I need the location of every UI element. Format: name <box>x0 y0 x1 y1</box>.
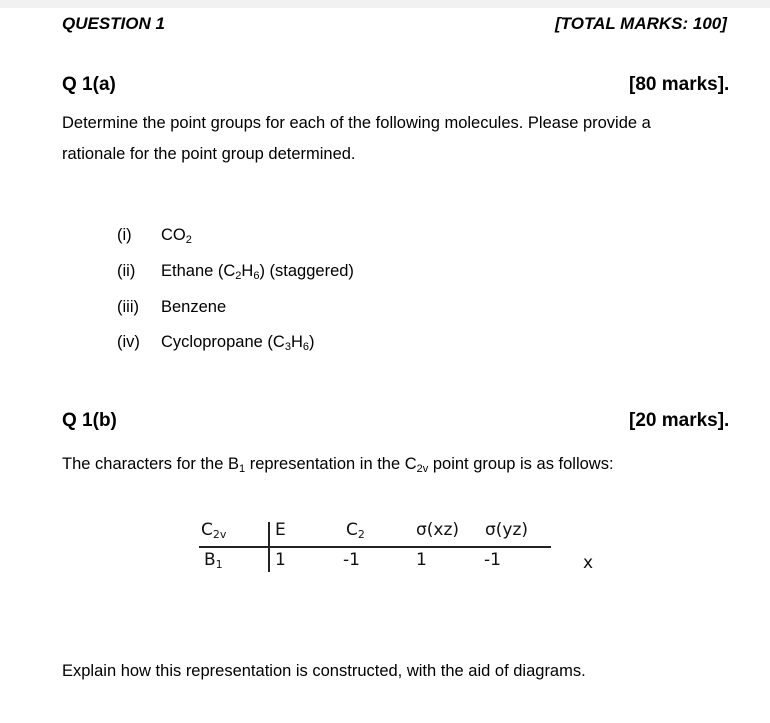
header-sigma-xz: σ(xz) <box>416 520 460 540</box>
list-item <box>117 226 192 245</box>
item-number: (iii) <box>117 298 139 316</box>
intro-text: representation in the C <box>245 455 417 473</box>
item-number: (ii) <box>117 262 136 280</box>
item-subscript: 6 <box>302 341 309 353</box>
cell-e: 1 <box>275 550 286 570</box>
item-text: CO <box>161 226 186 244</box>
b1-main: B <box>204 550 216 570</box>
table-vertical-rule <box>268 522 270 572</box>
intro-text: point group is as follows: <box>428 455 614 473</box>
total-marks: [TOTAL MARKS: 100] <box>555 14 727 33</box>
cell-sigma-xz: 1 <box>416 550 427 570</box>
closing-instruction: Explain how this representation is constructed, with the aid of diagrams. <box>62 662 586 680</box>
part-b-intro <box>62 455 614 474</box>
part-a-text-line2: rationale for the point group determined. <box>62 145 356 163</box>
group-sub: 2v <box>212 528 227 541</box>
b1-sub: 1 <box>215 558 223 571</box>
question-heading: QUESTION 1 <box>62 14 165 33</box>
part-b-label: Q 1(b) <box>62 410 117 431</box>
top-strip <box>0 0 770 8</box>
point-group-label <box>201 520 226 540</box>
list-item <box>117 298 226 317</box>
part-b-marks: [20 marks]. <box>629 410 730 431</box>
item-text: Ethane (C <box>161 262 236 280</box>
intro-text: The characters for the B <box>62 455 239 473</box>
part-a-marks: [80 marks]. <box>629 74 730 95</box>
part-a-text-line1: Determine the point groups for each of the following molecules. Please provide a <box>62 114 651 132</box>
list-item <box>117 262 354 281</box>
intro-subscript: 1 <box>239 463 246 475</box>
part-a-label: Q 1(a) <box>62 74 116 95</box>
header-e: E <box>275 520 286 540</box>
c2-main: C <box>346 520 358 540</box>
table-header-rule <box>199 546 551 548</box>
item-text: H <box>241 262 254 280</box>
header-c2 <box>346 520 365 540</box>
row-label-b1 <box>204 550 223 570</box>
item-text: ) (staggered) <box>259 262 354 280</box>
item-text: ) <box>308 333 315 351</box>
item-subscript: 3 <box>284 341 291 353</box>
cell-c2: -1 <box>343 550 360 570</box>
intro-subscript: 2v <box>416 463 429 475</box>
basis-function-x: x <box>583 553 594 573</box>
item-subscript: 6 <box>253 270 260 282</box>
header-sigma-yz: σ(yz) <box>485 520 529 540</box>
item-text: Benzene <box>161 298 227 316</box>
group-main: C <box>201 520 213 540</box>
item-subscript: 2 <box>235 270 242 282</box>
item-text: H <box>290 333 303 351</box>
cell-sigma-yz: -1 <box>484 550 501 570</box>
list-item <box>117 333 314 352</box>
item-number: (i) <box>117 226 132 244</box>
item-subscript: 2 <box>185 234 192 246</box>
c2-sub: 2 <box>357 528 365 541</box>
item-text: Cyclopropane (C <box>161 333 285 351</box>
item-number: (iv) <box>117 333 140 351</box>
